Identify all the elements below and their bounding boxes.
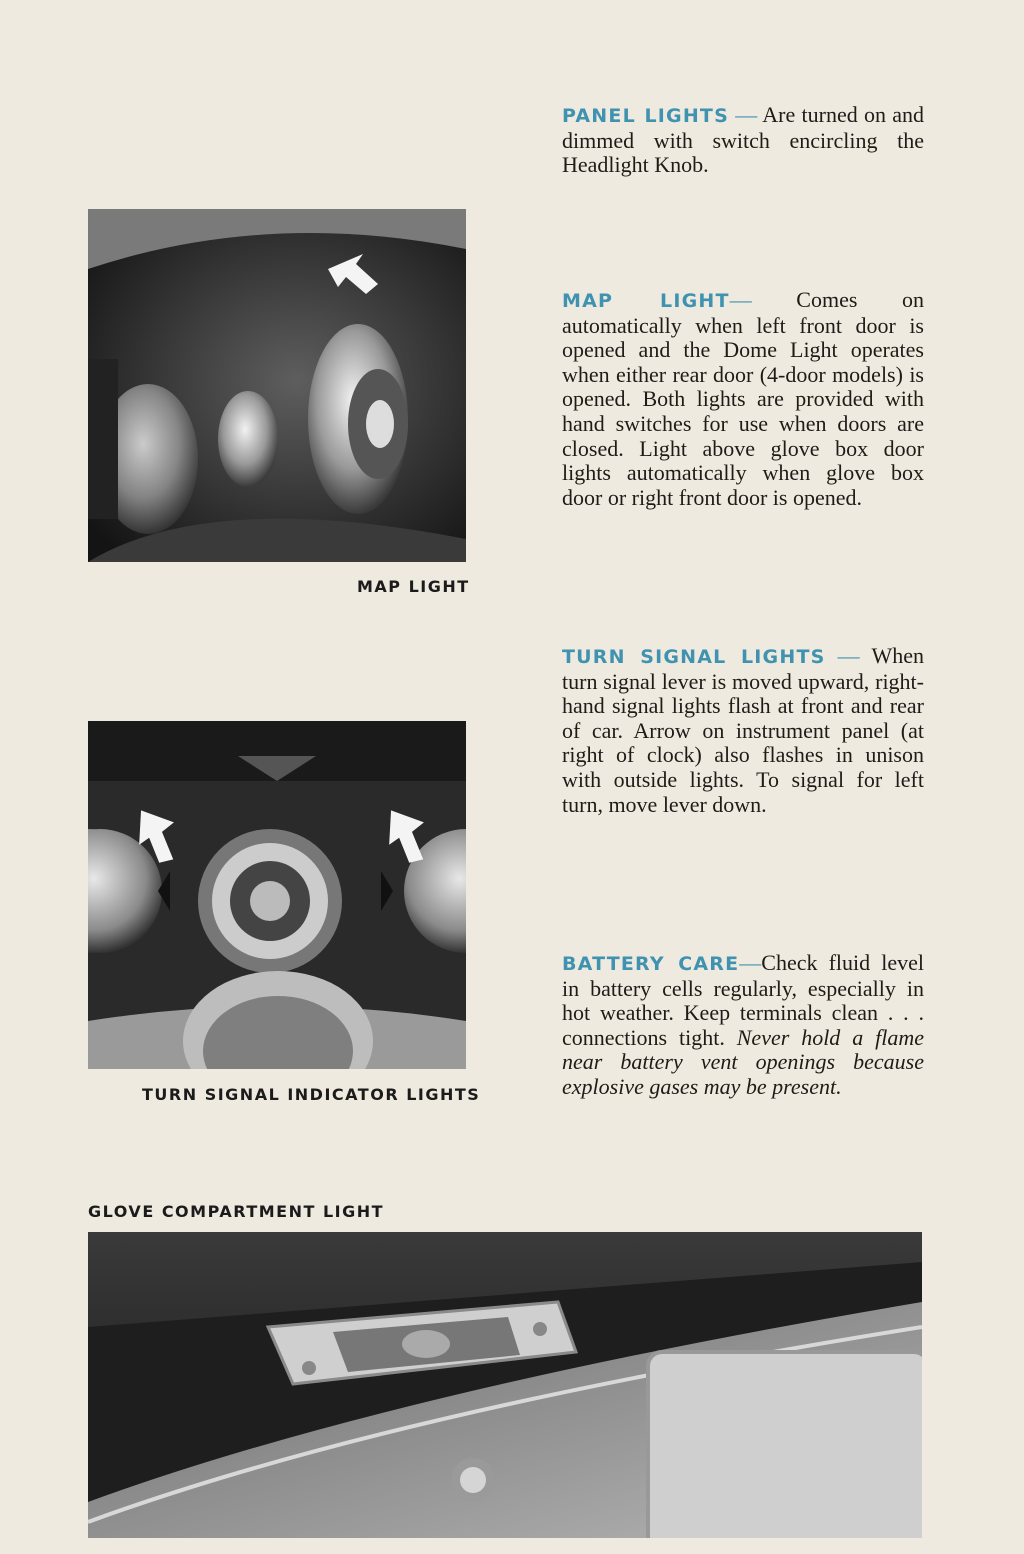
turn-signal-paragraph <box>562 644 924 817</box>
map-light-caption: MAP LIGHT <box>357 577 470 596</box>
map-light-paragraph <box>562 288 924 510</box>
panel-lights-dash: — <box>728 102 763 127</box>
battery-care-warning: Never hold a flame near battery vent openings because explosive gases may be present. <box>562 1024 924 1099</box>
turn-signal-body: When turn signal lever is moved upward, right-hand signal lights flash at front and rear of car. Arrow on instrument panel (at right of clock) also flashes in unison with outside lights. To signal for left turn, move lever down. <box>562 643 924 817</box>
map-light-photo <box>88 209 466 562</box>
glove-compartment-illustration <box>88 1232 922 1538</box>
map-light-heading: MAP LIGHT <box>562 290 730 312</box>
panel-lights-paragraph <box>562 103 924 178</box>
map-light-body: Comes on automatically when left front door is opened and the Dome Light operates when either rear door (4-door models) is opened. Both lights are provided with hand switches for use when doors are closed. Light above glove box door lights automatically when glove box door or right front door is opened. <box>562 287 924 510</box>
turn-signal-heading: TURN SIGNAL LIGHTS <box>562 646 826 668</box>
turn-signal-illustration <box>88 721 466 1069</box>
panel-lights-body: Are turned on and dimmed with switch encircling the Headlight Knob. <box>562 102 924 178</box>
battery-care-dash: — <box>739 950 762 975</box>
glove-compartment-photo <box>88 1232 922 1538</box>
battery-care-body: Check fluid level in battery cells regularly, especially in hot weather. Keep terminals clean . . . connections tight. <box>562 950 924 1050</box>
turn-signal-dash: — <box>825 643 872 668</box>
panel-lights-heading: PANEL LIGHTS <box>562 105 729 127</box>
map-light-dash: — <box>729 287 797 312</box>
glove-caption: GLOVE COMPARTMENT LIGHT <box>88 1202 385 1221</box>
turn-signal-caption: TURN SIGNAL INDICATOR LIGHTS <box>142 1085 481 1104</box>
battery-care-paragraph <box>562 951 924 1100</box>
turn-signal-photo <box>88 721 466 1069</box>
map-light-illustration <box>88 209 466 562</box>
battery-care-heading: BATTERY CARE <box>562 953 740 975</box>
